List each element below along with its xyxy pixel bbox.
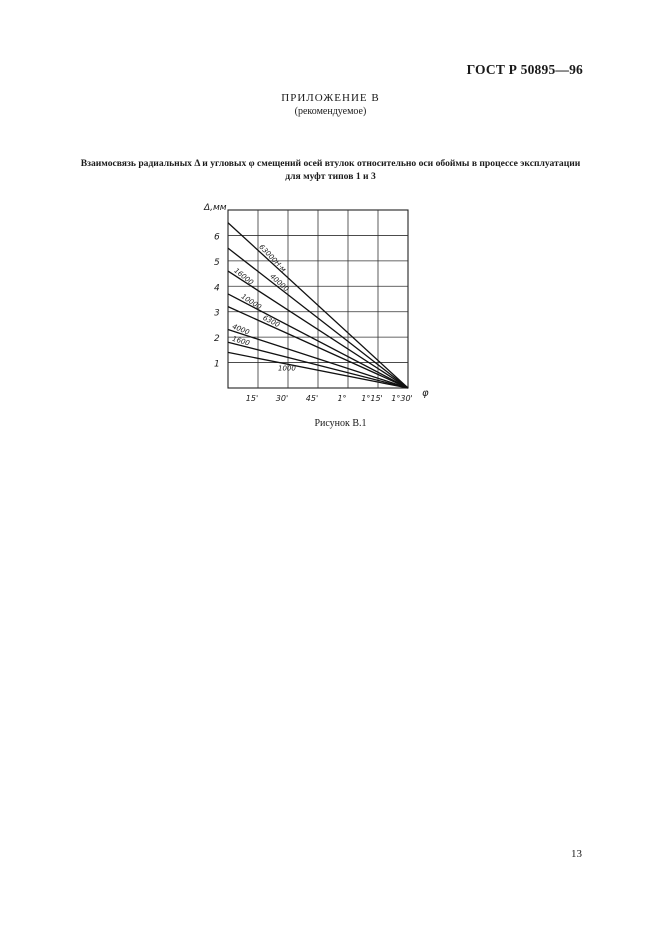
chart-y-ticks	[214, 232, 220, 369]
series-label: 63000Н·м	[257, 242, 288, 274]
x-tick-label: 45'	[305, 394, 319, 403]
y-tick-label: 3	[214, 308, 220, 319]
figure-label: Рисунок В.1	[314, 418, 367, 429]
y-tick-label: 6	[214, 232, 220, 243]
appendix-subtitle: (рекомендуемое)	[294, 106, 367, 117]
chart-series-labels	[231, 243, 296, 373]
chart-y-axis-label: Δ,мм	[204, 203, 227, 213]
y-tick-label: 4	[214, 283, 220, 294]
page-number: 13	[571, 848, 582, 860]
y-tick-label: 1	[214, 359, 220, 370]
series-label: 1600	[231, 334, 251, 348]
standard-number: ГОСТ Р 50895—96	[466, 62, 583, 77]
x-tick-label: 15'	[245, 394, 259, 403]
series-label: 10000	[239, 292, 263, 312]
y-tick-label: 5	[214, 257, 220, 268]
figure-caption-line2: для муфт типов 1 и 3	[285, 171, 376, 182]
x-tick-label: 30'	[275, 394, 289, 403]
x-tick-label: 1°15'	[361, 394, 383, 403]
displacement-chart	[190, 190, 440, 410]
chart-x-ticks	[246, 394, 413, 403]
chart-x-axis-label: φ	[422, 388, 429, 399]
appendix-title: ПРИЛОЖЕНИЕ В	[281, 92, 380, 104]
figure-caption-line1: Взаимосвязь радиальных Δ и угловых φ смещений осей втулок относительно оси обоймы в процессе эксплуатации	[80, 158, 581, 169]
y-tick-label: 2	[214, 334, 220, 345]
series-label: 4000	[231, 322, 251, 337]
x-tick-label: 1°30'	[391, 394, 413, 403]
series-label: 6300	[261, 313, 282, 330]
x-tick-label: 1°	[337, 394, 347, 403]
series-label: 16000	[232, 266, 255, 287]
series-label: 40000	[268, 272, 291, 294]
series-label: 1000	[278, 364, 296, 373]
